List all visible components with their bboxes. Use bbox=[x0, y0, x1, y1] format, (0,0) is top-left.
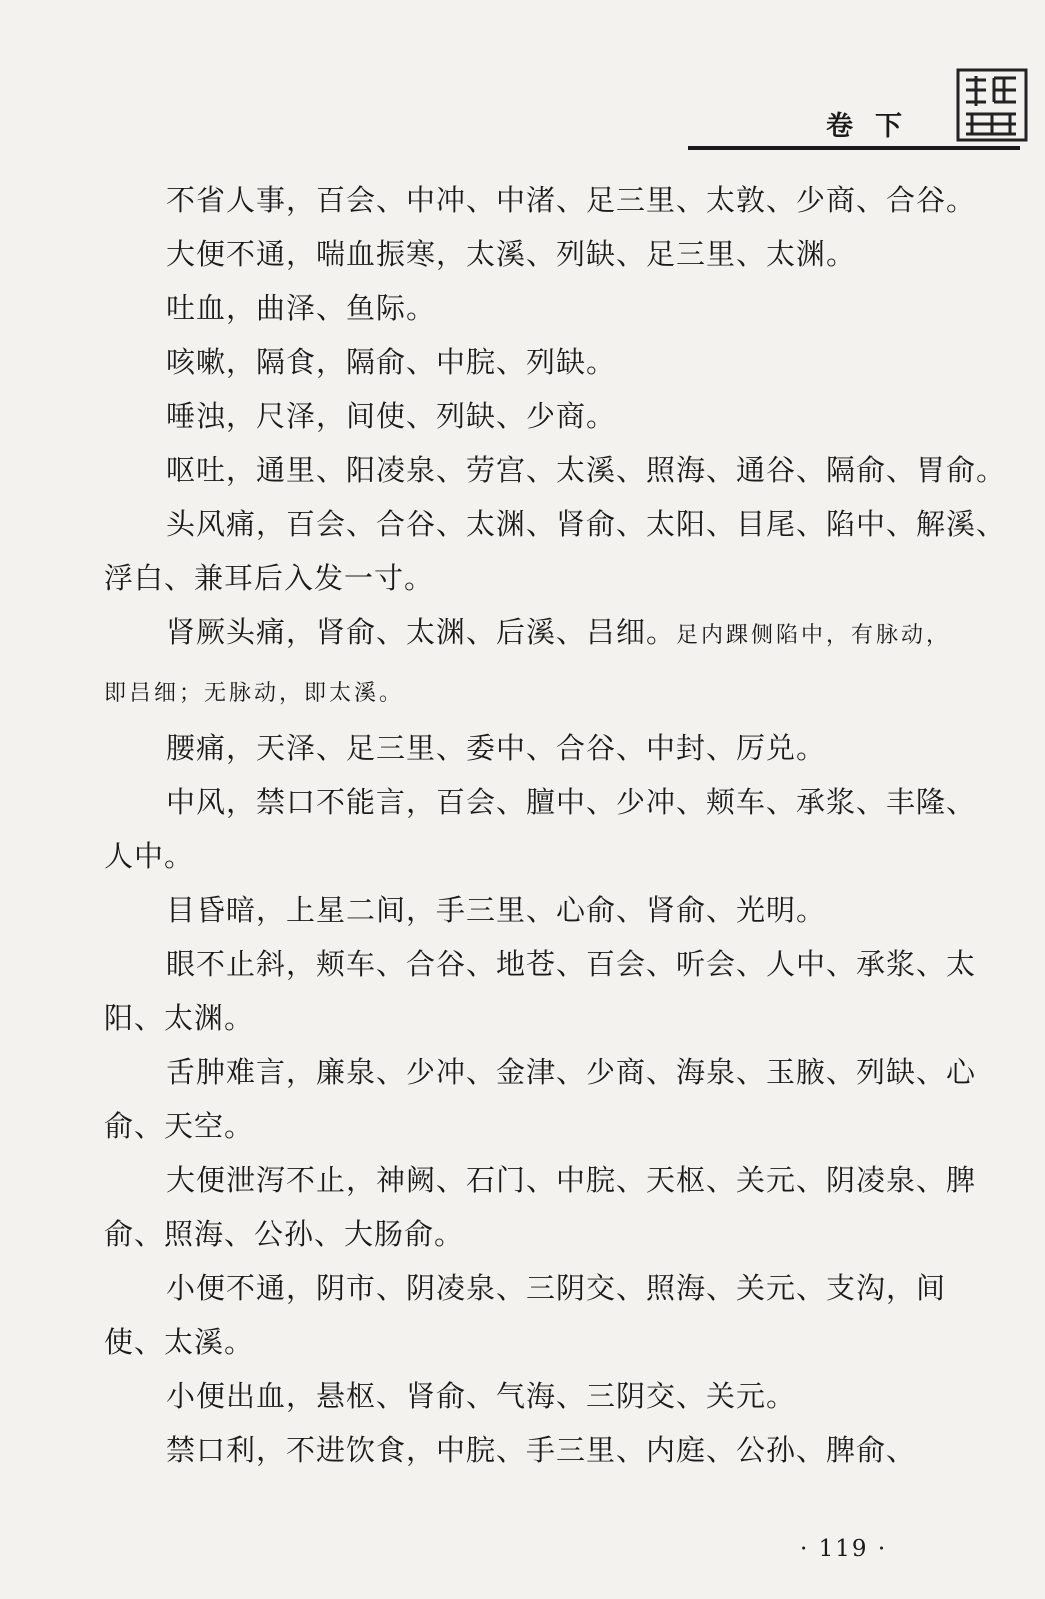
line-text: 唾浊，尺泽，间使、列缺、少商。 bbox=[166, 399, 617, 433]
line-text: 眼不止斜，颊车、合谷、地苍、百会、听会、人中、承浆、太 bbox=[166, 947, 977, 981]
line-text: 人中。 bbox=[104, 839, 195, 873]
header-rule bbox=[688, 146, 1020, 150]
text-line bbox=[104, 991, 924, 1045]
page-header bbox=[0, 0, 1045, 160]
line-text: 使、太溪。 bbox=[104, 1325, 255, 1359]
line-text: 呕吐，通里、阳凌泉、劳宫、太溪、照海、通谷、隔俞、胃俞。 bbox=[166, 453, 1007, 487]
text-line bbox=[104, 227, 924, 281]
text-line bbox=[104, 1423, 924, 1477]
text-line bbox=[104, 1369, 924, 1423]
text-line bbox=[104, 829, 924, 883]
line-text: 咳嗽，隔食，隔俞、中脘、列缺。 bbox=[166, 345, 617, 379]
text-line bbox=[104, 173, 977, 227]
text-line bbox=[104, 335, 924, 389]
text-line bbox=[104, 937, 977, 991]
line-text: 头风痛，百会、合谷、太渊、肾俞、太阳、目尾、陷中、解溪、 bbox=[166, 507, 1007, 541]
text-line bbox=[104, 1153, 977, 1207]
line-annotation: 即吕细；无脉动，即太溪。 bbox=[104, 681, 405, 706]
section-title: 卷下 bbox=[826, 111, 924, 142]
line-text: 大便泄泻不止，神阙、石门、中脘、天枢、关元、阴凌泉、脾 bbox=[166, 1163, 977, 1197]
text-line bbox=[104, 721, 924, 775]
page-body bbox=[104, 173, 1007, 1477]
text-line bbox=[104, 1045, 977, 1099]
line-text: 禁口利，不进饮食，中脘、手三里、内庭、公孙、脾俞、 bbox=[166, 1433, 917, 1467]
text-line bbox=[104, 389, 924, 443]
text-line bbox=[104, 775, 977, 829]
line-text: 腰痛，天泽、足三里、委中、合谷、中封、厉兑。 bbox=[166, 731, 827, 765]
line-text: 舌肿难言，廉泉、少冲、金津、少商、海泉、玉腋、列缺、心 bbox=[166, 1055, 977, 1089]
text-line bbox=[104, 443, 1007, 497]
text-line bbox=[104, 1261, 947, 1315]
line-text: 目昏暗，上星二间，手三里、心俞、肾俞、光明。 bbox=[166, 893, 827, 927]
line-text: 肾厥头痛，肾俞、太渊、后溪、吕细。 bbox=[166, 615, 677, 649]
line-text: 俞、照海、公孙、大肠俞。 bbox=[104, 1217, 465, 1251]
line-text: 浮白、兼耳后入发一寸。 bbox=[104, 561, 435, 595]
line-text: 大便不通，喘血振寒，太溪、列缺、足三里、太渊。 bbox=[166, 237, 857, 271]
line-text: 中风，禁口不能言，百会、膻中、少冲、颊车、承浆、丰隆、 bbox=[166, 785, 977, 819]
line-text: 小便出血，悬枢、肾俞、气海、三阴交、关元。 bbox=[166, 1379, 797, 1413]
text-line bbox=[104, 883, 924, 937]
text-line bbox=[104, 605, 952, 663]
page-number: · 119 · bbox=[800, 1536, 888, 1562]
text-line bbox=[104, 281, 924, 335]
line-text: 阳、太渊。 bbox=[104, 1001, 255, 1035]
text-line bbox=[104, 551, 924, 605]
seal-stamp-icon bbox=[954, 66, 1030, 144]
line-annotation: 足内踝侧陷中，有脉动， bbox=[676, 623, 952, 648]
line-text: 俞、天空。 bbox=[104, 1109, 255, 1143]
text-line bbox=[104, 497, 1007, 551]
text-line bbox=[104, 1099, 924, 1153]
line-text: 吐血，曲泽、鱼际。 bbox=[166, 291, 437, 325]
text-line bbox=[104, 663, 924, 721]
text-line bbox=[104, 1315, 924, 1369]
line-text: 不省人事，百会、中冲、中渚、足三里、太敦、少商、合谷。 bbox=[166, 183, 977, 217]
text-line bbox=[104, 1207, 924, 1261]
line-text: 小便不通，阴市、阴凌泉、三阴交、照海、关元、支沟，间 bbox=[166, 1271, 947, 1305]
